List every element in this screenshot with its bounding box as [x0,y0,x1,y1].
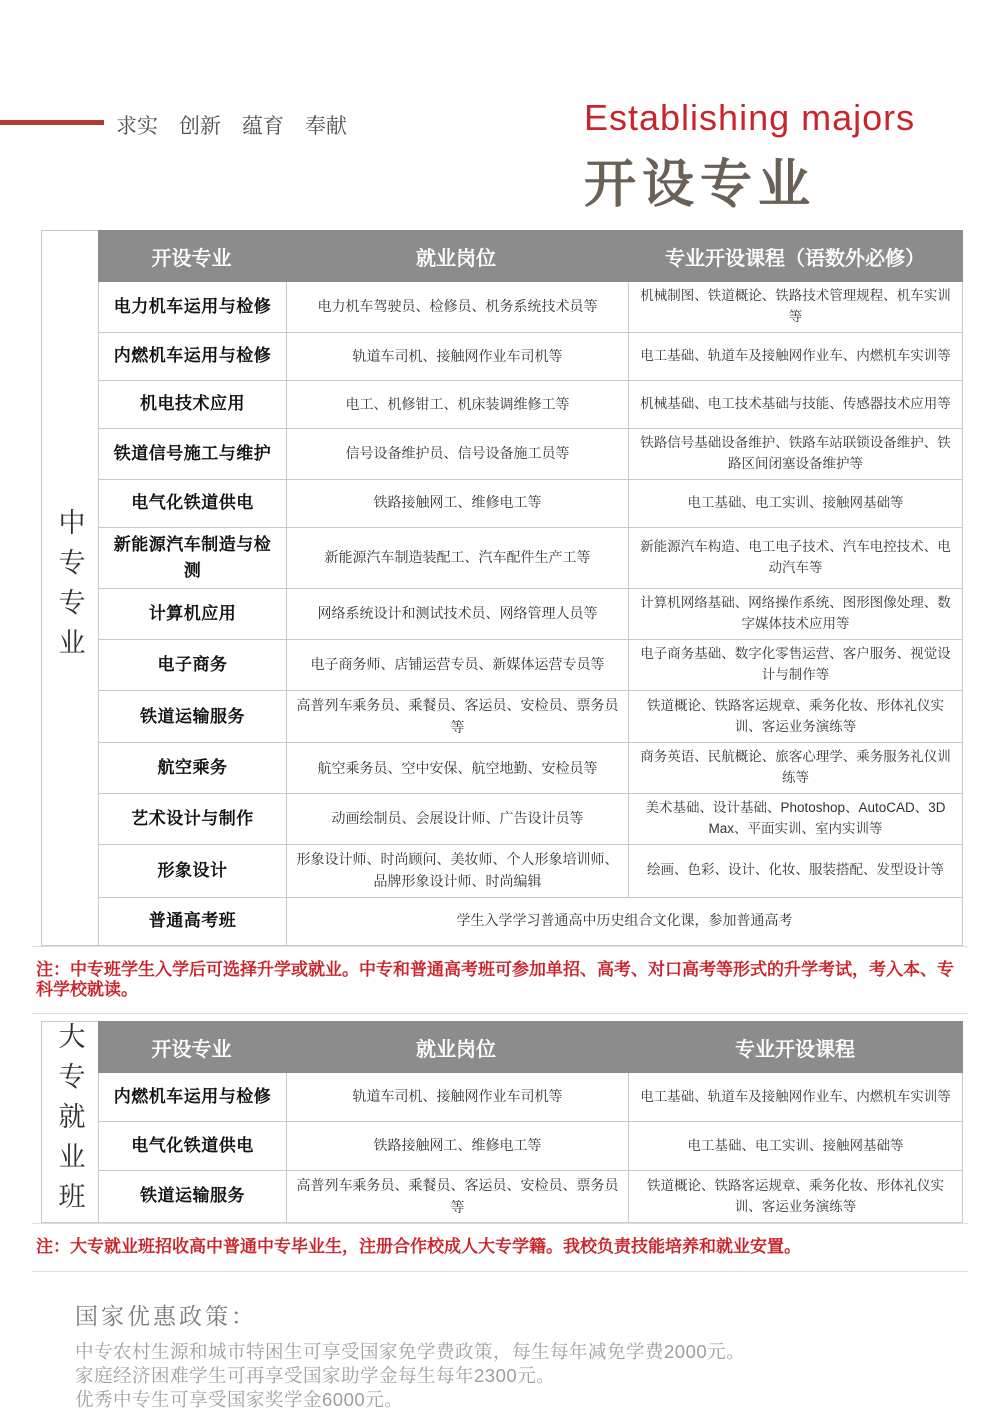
jobs-cell: 形象设计师、时尚顾问、美妆师、个人形象培训师、品牌形象设计师、时尚编辑 [286,845,628,896]
table-body [98,282,963,946]
jobs-cell: 轨道车司机、接触网作业车司机等 [286,1073,628,1121]
policy-line: 家庭经济困难学生可再享受国家助学金每生每年2300元。 [75,1364,556,1386]
jobs-cell: 网络系统设计和测试技术员、网络管理人员等 [286,589,628,639]
jobs-cell: 铁路接触网工、维修电工等 [286,1122,628,1170]
zhongzhuan-table [98,230,963,946]
table-row [99,742,962,793]
page-title-zh: 开设专业 [584,155,817,215]
jobs-cell: 轨道车司机、接触网作业车司机等 [286,333,628,380]
jobs-cell: 新能源汽车制造装配工、汽车配件生产工等 [286,528,628,589]
col-header-major: 开设专业 [151,1038,232,1061]
table-row [99,479,962,527]
col-header-jobs: 就业岗位 [416,1038,496,1061]
table-row [99,527,962,589]
jobs-cell: 动画绘制员、会展设计师、广告设计员等 [286,794,628,844]
courses-cell: 机械基础、电工技术基础与技能、传感器技术应用等 [628,381,962,428]
table-row [99,380,962,428]
page-title-en: Establishing majors [584,97,916,138]
col-header-courses: 专业开设课程 [735,1038,855,1061]
courses-cell: 铁道概论、铁路客运规章、乘务化妆、形体礼仪实训、客运业务演练等 [628,1171,962,1222]
dazhuan-section [41,1021,963,1223]
jobs-cell: 电力机车驾驶员、检修员、机务系统技术员等 [286,282,628,332]
table-row [99,332,962,380]
table-body [98,1073,963,1223]
major-cell: 电力机车运用与检修 [113,296,272,316]
courses-cell: 新能源汽车构造、电工电子技术、汽车电控技术、电动汽车等 [628,528,962,589]
note-zhongzhuan: 注：中专班学生入学后可选择升学或就业。中专和普通高考班可参加单招、高考、对口高考等形式的升学考试，考入本、专科学校就读。 [32,946,968,1015]
major-cell: 电子商务 [157,654,228,674]
major-cell: 新能源汽车制造与检测 [113,534,272,581]
dazhuan-table [98,1021,963,1223]
merged-cell: 学生入学学习普通高中历史组合文化课，参加普通高考 [286,898,962,945]
table-row-merged [99,897,962,945]
table-header-row [98,1021,963,1073]
col-header-jobs: 就业岗位 [416,247,496,270]
table-row [99,588,962,639]
jobs-cell: 电工、机修钳工、机床装调维修工等 [286,381,628,428]
major-cell: 铁道运输服务 [140,706,245,726]
jobs-cell: 高普列车乘务员、乘餐员、客运员、安检员、票务员等 [286,1171,628,1222]
courses-cell: 电子商务基础、数字化零售运营、客户服务、视觉设计与制作等 [628,640,962,690]
major-cell: 机电技术应用 [140,394,245,414]
courses-cell: 电工基础、电工实训、接触网基础等 [628,480,962,527]
col-header-courses: 专业开设课程（语数外必修） [665,247,925,270]
major-cell: 艺术设计与制作 [131,809,254,829]
table-row [99,793,962,844]
courses-cell: 电工基础、轨道车及接触网作业车、内燃机车实训等 [628,1073,962,1121]
courses-cell: 铁路信号基础设备维护、铁路车站联锁设备维护、铁路区间闭塞设备维护等 [628,429,962,479]
major-cell: 航空乘务 [157,758,228,778]
jobs-cell: 铁路接触网工、维修电工等 [286,480,628,527]
note-dazhuan: 注：大专就业班招收高中普通中专毕业生，注册合作校成人大专学籍。我校负责技能培养和就业安置。 [32,1223,968,1271]
major-cell: 电气化铁道供电 [131,493,254,513]
policy-section [75,1298,1000,1412]
table-row [99,690,962,742]
jobs-cell: 电子商务师、店铺运营专员、新媒体运营专员等 [286,640,628,690]
courses-cell: 绘画、色彩、设计、化妆、服装搭配、发型设计等 [628,845,962,896]
major-cell: 铁道运输服务 [140,1186,245,1206]
courses-cell: 美术基础、设计基础、Photoshop、AutoCAD、3D Max、平面实训、室内实训等 [628,794,962,844]
jobs-cell: 信号设备维护员、信号设备施工员等 [286,429,628,479]
courses-cell: 电工基础、电工实训、接触网基础等 [628,1122,962,1170]
courses-cell: 电工基础、轨道车及接触网作业车、内燃机车实训等 [628,333,962,380]
major-cell: 内燃机车运用与检修 [113,1087,272,1107]
major-cell: 普通高考班 [148,910,237,930]
side-label-dazhuan: 大专就业班 [41,1021,98,1223]
policy-title: 国家优惠政策： [75,1302,257,1329]
policy-line: 中专农村生源和城市特困生可享受国家免学费政策，每生每年减免学费2000元。 [75,1340,746,1362]
table-header-row [98,230,963,282]
decor-red-line [0,120,104,125]
courses-cell: 铁道概论、铁路客运规章、乘务化妆、形体礼仪实训、客运业务演练等 [628,691,962,742]
table-row [99,428,962,479]
major-cell: 内燃机车运用与检修 [113,346,272,366]
zhongzhuan-section [41,230,963,946]
major-cell: 电气化铁道供电 [131,1135,254,1155]
policy-line: 优秀中专生可享受国家奖学金6000元。 [75,1388,404,1410]
jobs-cell: 航空乘务员、空中安保、航空地勤、安检员等 [286,743,628,793]
table-row [99,282,962,332]
table-row [99,639,962,690]
major-cell: 铁道信号施工与维护 [113,443,272,463]
table-row [99,1121,962,1170]
page-content [0,230,1000,1412]
jobs-cell: 高普列车乘务员、乘餐员、客运员、安检员、票务员等 [286,691,628,742]
table-row [99,844,962,896]
major-cell: 形象设计 [157,860,228,880]
side-label-zhongzhuan: 中专专业 [41,230,98,946]
table-row [99,1073,962,1121]
major-cell: 计算机应用 [148,604,237,624]
courses-cell: 商务英语、民航概论、旅客心理学、乘务服务礼仪训练等 [628,743,962,793]
courses-cell: 计算机网络基础、网络操作系统、图形图像处理、数字媒体技术应用等 [628,589,962,639]
brand-motto: 求实 创新 蕴育 奉献 [116,115,347,138]
courses-cell: 机械制图、铁道概论、铁路技术管理规程、机车实训等 [628,282,962,332]
col-header-major: 开设专业 [151,247,232,270]
page-title-block [584,97,915,217]
table-row [99,1170,962,1222]
